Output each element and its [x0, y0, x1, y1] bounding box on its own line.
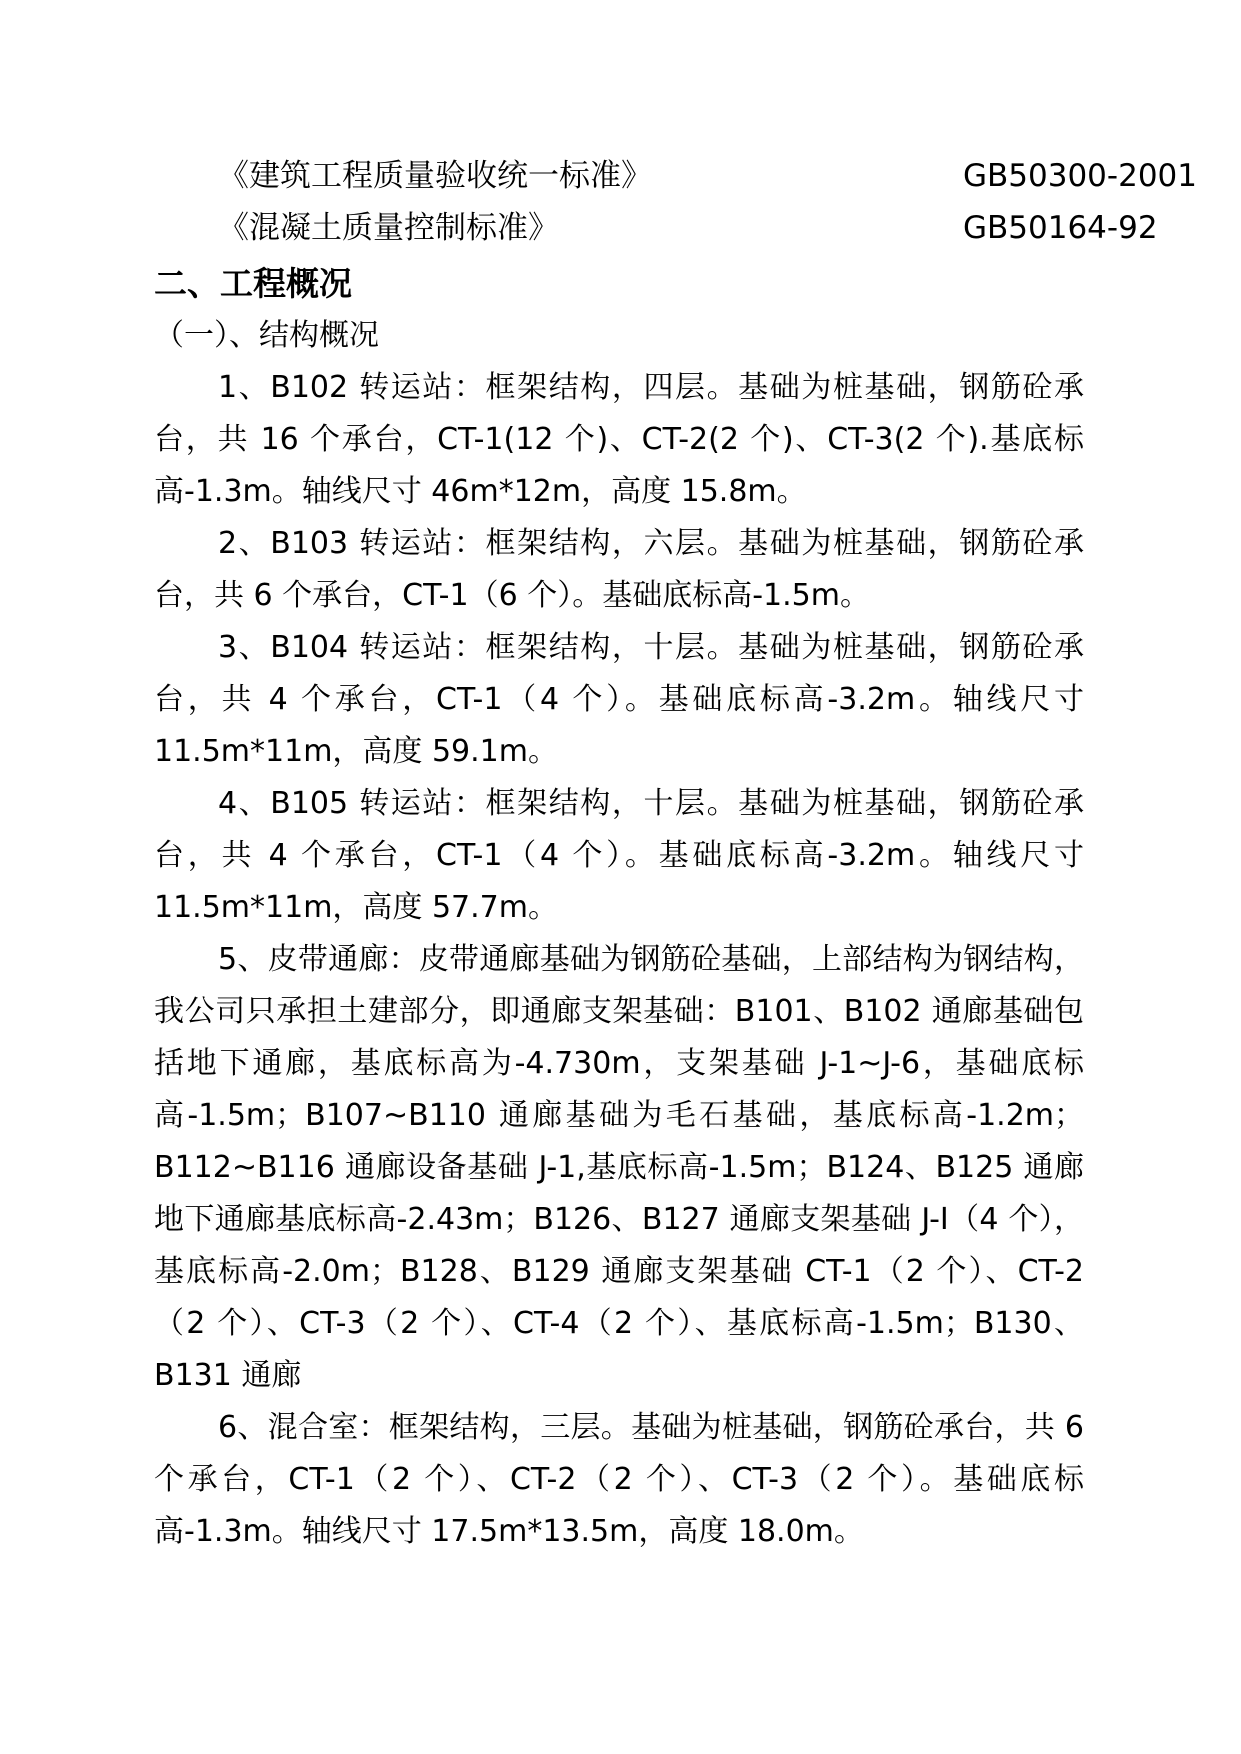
standard-row [218, 150, 1208, 202]
paragraph-b104: 3、B104 转运站：框架结构，十层。基础为桩基础，钢筋砼承台，共 4 个承台，CT-1（4 个）。基础底标高-3.2m。轴线尺寸 11.5m*11m，高度 59.1m。 [154, 630, 1084, 769]
paragraph-b103: 2、B103 转运站：框架结构，六层。基础为桩基础，钢筋砼承台，共 6 个承台，CT-1（6 个）。基础底标高-1.5m。 [154, 526, 1084, 613]
standard-title: 《混凝土质量控制标准》 [218, 210, 559, 246]
standard-title: 《建筑工程质量验收统一标准》 [218, 158, 652, 194]
paragraph-b102: 1、B102 转运站：框架结构，四层。基础为桩基础，钢筋砼承台，共 16 个承台，CT-1(12 个)、CT-2(2 个)、CT-3(2 个).基底标高-1.3m。轴线尺寸 46m*12m，高度 15.8m。 [154, 370, 1084, 509]
standard-code: GB50164-92 [963, 210, 1158, 246]
paragraph-mixing-room: 6、混合室：框架结构，三层。基础为桩基础，钢筋砼承台，共 6 个承台，CT-1（2 个）、CT-2（2 个）、CT-3（2 个）。基础底标高-1.3m。轴线尺寸 17.5m*13.5m，高度 18.0m。 [154, 1410, 1084, 1549]
paragraph-belt-corridor: 5、皮带通廊：皮带通廊基础为钢筋砼基础，上部结构为钢结构，我公司只承担土建部分，即通廊支架基础：B101、B102 通廊基础包括地下通廊，基底标高为-4.730m，支架基础 J-1~J-6，基础底标高-1.5m；B107~B110 通廊基础为毛石基础，基底标高-1.2m；B112~B116 通廊设备基础 J-1,基底标高-1.5m；B124、B125 通廊地下通廊基底标高-2.43m；B126、B127 通廊支架基础 J-I（4 个），基底标高-2.0m；B128、B129 通廊支架基础 CT-1（2 个）、CT-2（2 个）、CT-3（2 个）、CT-4（2 个）、基底标高-1.5m；B130、B131 通廊 [154, 942, 1084, 1393]
paragraph-b105: 4、B105 转运站：框架结构，十层。基础为桩基础，钢筋砼承台，共 4 个承台，CT-1（4 个）。基础底标高-3.2m。轴线尺寸 11.5m*11m，高度 57.7m。 [154, 786, 1084, 925]
subsection-heading: （一）、结构概况 [154, 318, 379, 353]
standard-row [218, 202, 1208, 254]
section-heading: 二、工程概况 [154, 264, 352, 303]
standard-code: GB50300-2001 [963, 158, 1197, 194]
